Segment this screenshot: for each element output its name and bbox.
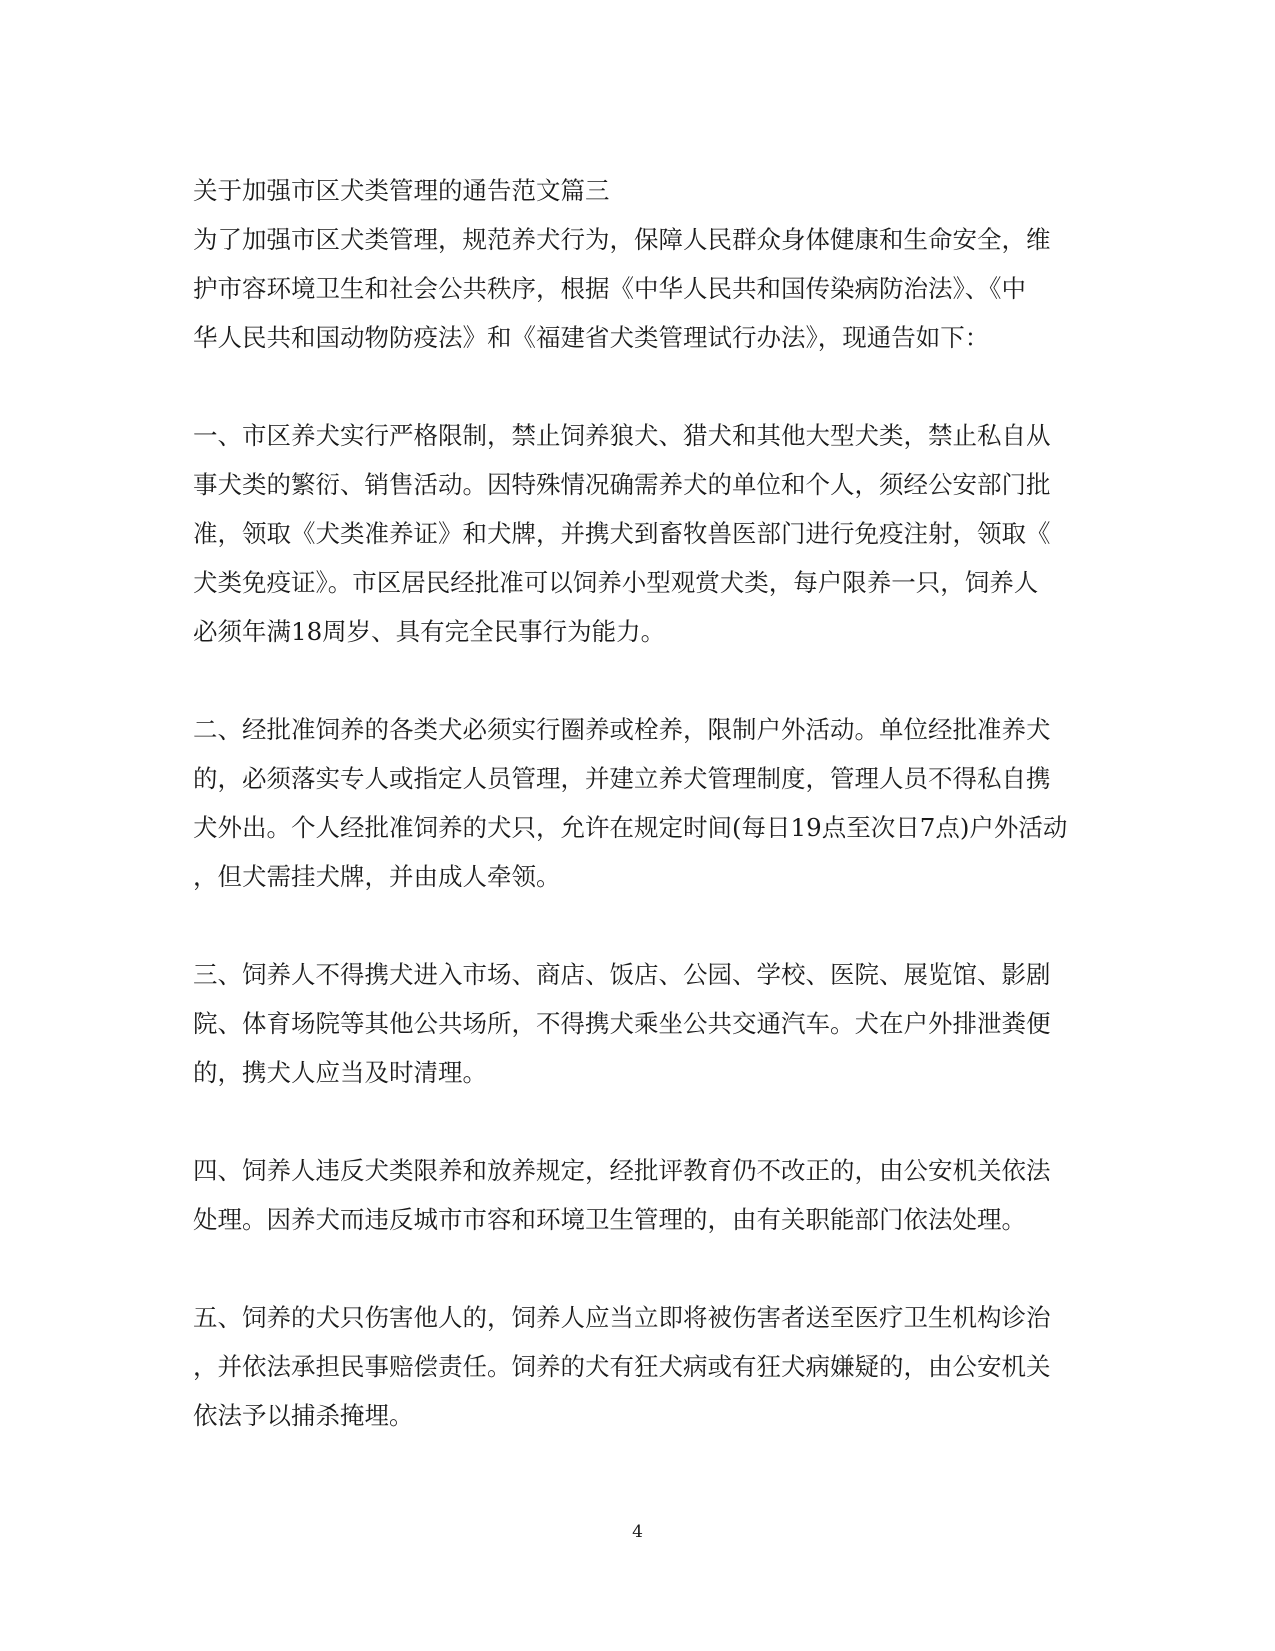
section-4-paragraph: 四、饲养人违反犬类限养和放养规定，经批评教育仍不改正的，由公安机关依法 处理。因养犬而违反城市市容和环境卫生管理的，由有关职能部门依法处理。 [193,1156,1051,1234]
document-body [193,166,1093,1440]
intro-paragraph: 为了加强市区犬类管理，规范养犬行为，保障人民群众身体健康和生命安全，维 护市容环境卫生和社会公共秩序，根据《中华人民共和国传染病防治法》、《中 华人民共和国动物防疫法》和《福建省犬类管理试行办法》，现通告如下： [193,225,1051,352]
section-3-paragraph: 三、饲养人不得携犬进入市场、商店、饭店、公园、学校、医院、展览馆、影剧 院、体育场院等其他公共场所，不得携犬乘坐公共交通汽车。犬在户外排泄粪便 的，携犬人应当及时清理。 [193,960,1051,1087]
document-title: 关于加强市区犬类管理的通告范文篇三 [193,176,610,205]
page-number: 4 [632,1522,643,1542]
section-2-paragraph: 二、经批准饲养的各类犬必须实行圈养或栓养，限制户外活动。单位经批准养犬 的，必须落实专人或指定人员管理，并建立养犬管理制度，管理人员不得私自携 犬外出。个人经批准饲养的犬只，允许在规定时间(每日19点至次日7点)户外活动 ，但犬需挂犬牌，并由成人牵领。 [193,715,1068,891]
section-1-paragraph: 一、市区养犬实行严格限制，禁止饲养狼犬、猎犬和其他大型犬类，禁止私自从 事犬类的繁衍、销售活动。因特殊情况确需养犬的单位和个人，须经公安部门批 准，领取《犬类准养证》和犬牌，并携犬到畜牧兽医部门进行免疫注射，领取《 犬类免疫证》。市区居民经批准可以饲养小型观赏犬类，每户限养一只，饲养人 必须年满18周岁、具有完全民事行为能力。 [193,421,1051,646]
section-5-paragraph: 五、饲养的犬只伤害他人的，饲养人应当立即将被伤害者送至医疗卫生机构诊治 ，并依法承担民事赔偿责任。饲养的犬有狂犬病或有狂犬病嫌疑的，由公安机关 依法予以捕杀掩埋。 [193,1303,1051,1430]
